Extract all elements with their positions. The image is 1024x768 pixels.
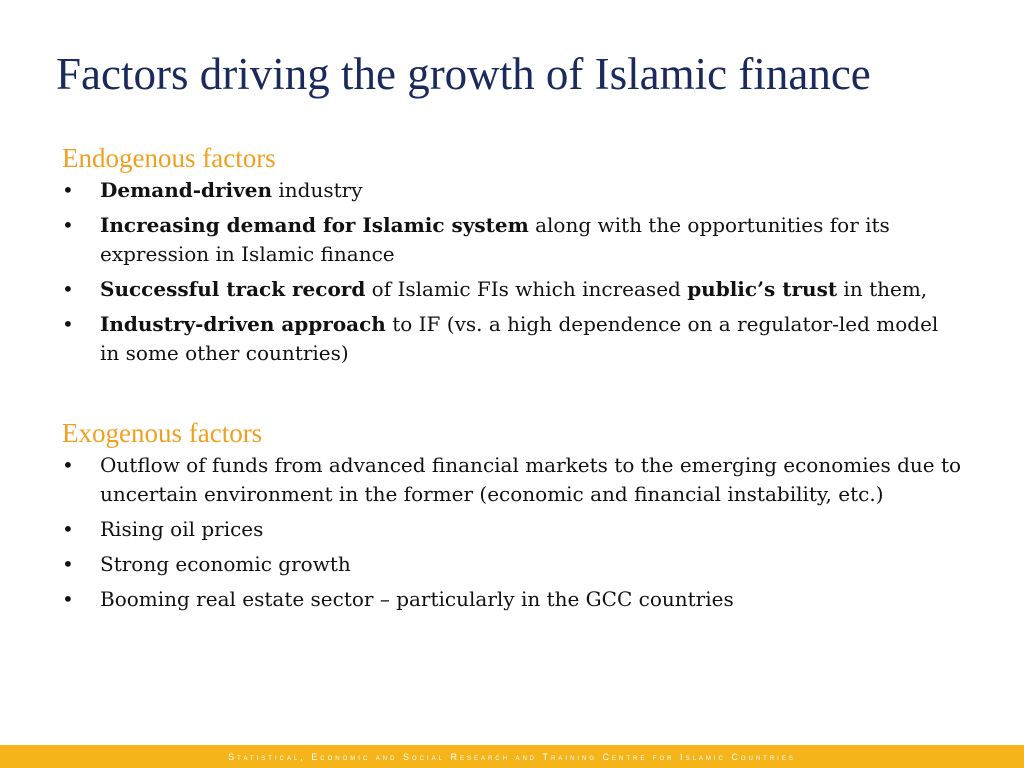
- endogenous-section: [62, 140, 962, 374]
- endogenous-heading: Endogenous factors: [62, 143, 276, 173]
- endogenous-list: [62, 176, 962, 368]
- endogenous-item-3-bold: Successful track record: [100, 277, 366, 301]
- bullet-icon: •: [62, 453, 74, 477]
- footer-text: Statistical, Economic and Social Research and Training Centre for Islamic Countries: [228, 751, 796, 762]
- endogenous-item-3-bold-2: public’s trust: [687, 277, 838, 301]
- endogenous-item-3-text-2: in them,: [837, 277, 928, 301]
- bullet-icon: •: [62, 587, 74, 611]
- exogenous-item-1: [62, 451, 962, 509]
- bullet-icon: •: [62, 517, 74, 541]
- exogenous-item-1-text: Outflow of funds from advanced financial markets to the emerging economies due to uncertain environment in the former (economic and financial instability, etc.): [100, 453, 962, 506]
- exogenous-item-2: [62, 515, 962, 544]
- endogenous-item-2-bold: Increasing demand for Islamic system: [100, 213, 529, 237]
- endogenous-item-2-text: along with the opportunities for its expression in Islamic finance: [100, 213, 890, 266]
- endogenous-item-4-bold: Industry-driven approach: [100, 312, 386, 336]
- bullet-icon: •: [62, 552, 74, 576]
- bullet-icon: •: [62, 178, 74, 202]
- endogenous-item-3-text: of Islamic FIs which increased: [365, 277, 688, 301]
- endogenous-item-1-bold: Demand-driven: [100, 178, 273, 202]
- exogenous-heading: Exogenous factors: [62, 418, 263, 448]
- exogenous-list: [62, 451, 962, 614]
- endogenous-item-2: [62, 211, 962, 269]
- footer-bar: [0, 745, 1024, 768]
- exogenous-item-3-text: Strong economic growth: [100, 552, 351, 576]
- endogenous-item-1: [62, 176, 962, 205]
- bullet-icon: •: [62, 213, 74, 237]
- exogenous-item-2-text: Rising oil prices: [100, 517, 264, 541]
- endogenous-item-3: [62, 275, 962, 304]
- exogenous-item-4: [62, 585, 962, 614]
- exogenous-item-3: [62, 550, 962, 579]
- endogenous-item-1-text: industry: [272, 178, 363, 202]
- endogenous-item-4-text: to IF (vs. a high dependence on a regulator-led model in some other countries): [100, 312, 939, 365]
- bullet-icon: •: [62, 277, 74, 301]
- endogenous-item-4: [62, 310, 962, 368]
- slide-title: Factors driving the growth of Islamic finance: [56, 49, 871, 99]
- exogenous-section: [62, 415, 962, 620]
- bullet-icon: •: [62, 312, 74, 336]
- exogenous-item-4-text: Booming real estate sector – particularly in the GCC countries: [100, 587, 734, 611]
